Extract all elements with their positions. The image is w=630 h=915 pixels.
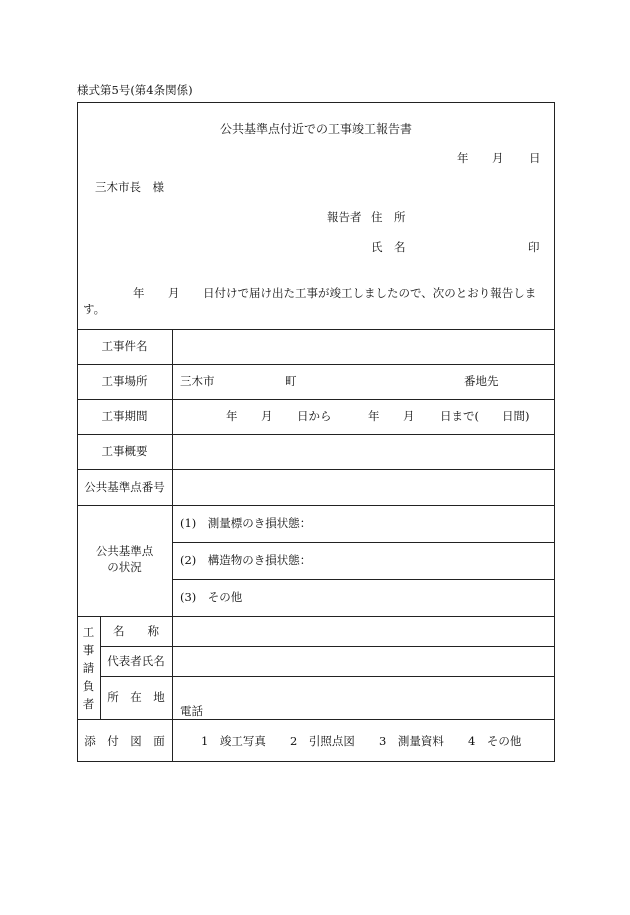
reporter-name-label: 氏 名 bbox=[371, 240, 406, 254]
contractor-vertical-char: 負 bbox=[82, 679, 95, 693]
overview-label: 工事概要 bbox=[101, 444, 148, 458]
form-title: 公共基準点付近での工事竣工報告書 bbox=[219, 122, 412, 136]
statement-month: 月 bbox=[168, 286, 180, 300]
status-label-line2: の状況 bbox=[107, 560, 142, 574]
reporter-label: 報告者 bbox=[327, 210, 362, 224]
row-divider bbox=[77, 434, 555, 435]
row-divider bbox=[77, 399, 555, 400]
contractor-rep-label: 代表者氏名 bbox=[107, 654, 165, 668]
addressee: 三木市長 様 bbox=[95, 180, 164, 194]
period-start-year: 年 bbox=[226, 409, 238, 423]
seal-mark: 印 bbox=[528, 240, 540, 254]
attachment-item: 3 測量資料 bbox=[379, 734, 444, 748]
work-place-town: 町 bbox=[285, 374, 297, 388]
contractor-address-label: 所 在 地 bbox=[107, 690, 165, 704]
point-number-label: 公共基準点番号 bbox=[84, 480, 165, 494]
row-divider bbox=[172, 542, 555, 543]
row-divider bbox=[172, 579, 555, 580]
period-end-year: 年 bbox=[368, 409, 380, 423]
attachment-item: 4 その他 bbox=[468, 734, 522, 748]
date-day: 日 bbox=[529, 151, 541, 165]
work-place-label: 工事場所 bbox=[101, 374, 148, 388]
attachments-label: 添 付 図 面 bbox=[84, 734, 165, 748]
status-item: (1) 測量標のき損状態： bbox=[180, 516, 312, 530]
attachment-item: 2 引照点図 bbox=[290, 734, 355, 748]
form-number: 様式第5号(第4条関係) bbox=[77, 83, 193, 97]
date-year: 年 bbox=[457, 151, 469, 165]
statement-text-cont: す。 bbox=[83, 302, 106, 316]
work-place-lot: 番地先 bbox=[464, 374, 499, 388]
contractor-phone-label: 電話 bbox=[180, 704, 203, 718]
period-end-day: 日まで( bbox=[440, 409, 479, 423]
contractor-vertical-char: 請 bbox=[82, 661, 95, 675]
row-divider bbox=[77, 469, 555, 470]
period-end-month: 月 bbox=[403, 409, 415, 423]
row-divider bbox=[77, 505, 555, 506]
row-divider bbox=[77, 719, 555, 720]
column-divider bbox=[172, 329, 173, 762]
row-divider bbox=[100, 676, 555, 677]
date-month: 月 bbox=[492, 151, 504, 165]
period-start-day: 日から bbox=[297, 409, 332, 423]
table-top-line bbox=[77, 329, 555, 330]
attachment-item: 1 竣工写真 bbox=[201, 734, 266, 748]
contractor-vertical-char: 者 bbox=[82, 697, 95, 711]
row-divider bbox=[100, 646, 555, 647]
period-start-month: 月 bbox=[261, 409, 273, 423]
statement-text: 日付けで届け出た工事が竣工しましたので、次のとおり報告しま bbox=[203, 286, 537, 300]
work-name-label: 工事件名 bbox=[101, 339, 148, 353]
row-divider bbox=[77, 616, 555, 617]
contractor-name-label: 名 称 bbox=[113, 624, 159, 638]
period-days: 日間) bbox=[502, 409, 530, 423]
reporter-address-label: 住 所 bbox=[371, 210, 406, 224]
row-divider bbox=[77, 364, 555, 365]
statement-year: 年 bbox=[133, 286, 145, 300]
contractor-vertical-char: 事 bbox=[82, 643, 95, 657]
status-item: (2) 構造物のき損状態： bbox=[180, 553, 312, 567]
work-place-city: 三木市 bbox=[180, 374, 215, 388]
status-label-line1: 公共基準点 bbox=[95, 544, 154, 558]
status-item: (3) その他 bbox=[180, 590, 243, 604]
work-period-label: 工事期間 bbox=[101, 409, 148, 423]
contractor-vertical-char: 工 bbox=[82, 625, 95, 639]
